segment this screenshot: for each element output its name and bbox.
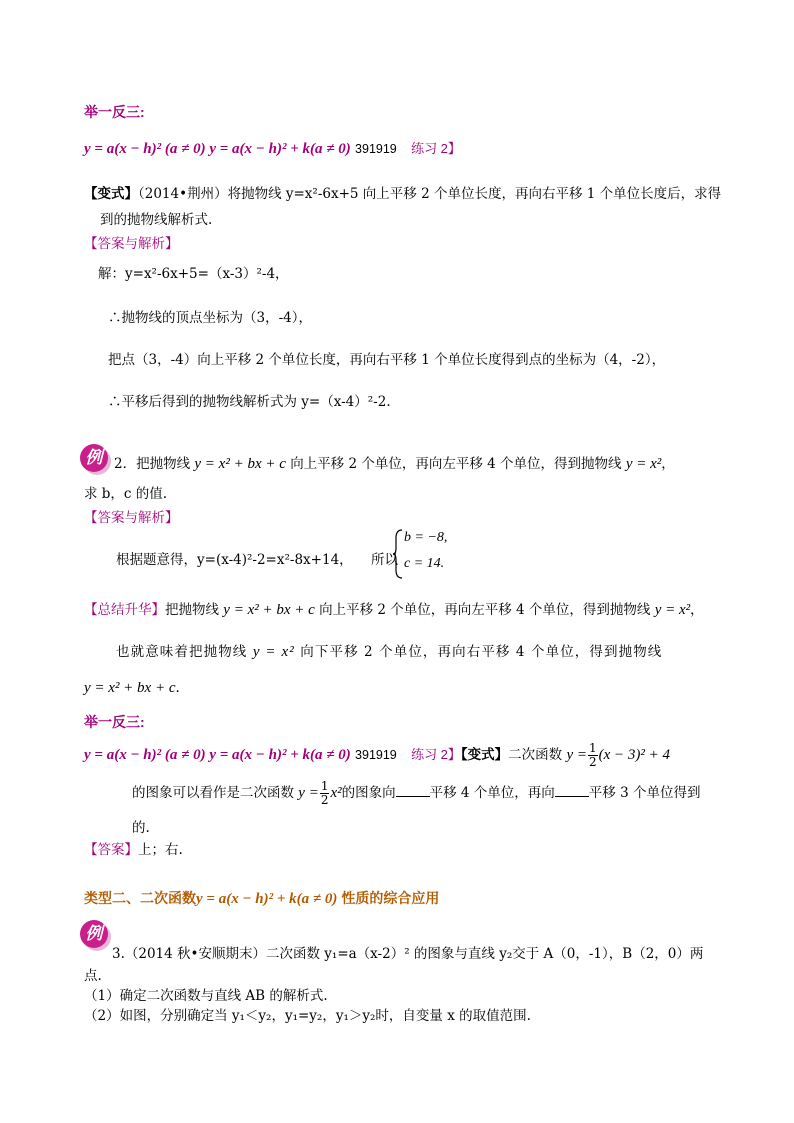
equation: y = x² + bx + c: [84, 680, 176, 696]
example-line-2: 点.: [84, 968, 102, 984]
text: 的图象可以看作是二次函数: [132, 785, 294, 801]
solution-line-3: 把点（3，-4）向上平移 2 个单位长度，再向右平移 1 个单位长度得到点的坐标为（4，-2），: [108, 352, 666, 368]
brace: [392, 528, 404, 580]
variant-line-1: [84, 182, 721, 202]
fraction: [320, 780, 330, 807]
question-1: （1）确定二次函数与直线 AB 的解析式.: [84, 988, 328, 1004]
type-heading: [84, 888, 439, 908]
answer-text: 上；右.: [138, 842, 183, 858]
text: 类型二、二次函数: [84, 890, 196, 906]
solution-line-2: ∴抛物线的顶点坐标为（3，-4），: [108, 310, 312, 326]
fraction-denominator: 2: [320, 793, 329, 807]
equation: y =: [566, 747, 587, 763]
equation: y = x² + bx + c: [223, 602, 315, 618]
practice-link[interactable]: 练习 2】: [411, 747, 461, 762]
solution-line-1: 解：y=x²-6x+5=（x-3）²-4，: [98, 266, 289, 282]
text: .: [175, 680, 180, 696]
summary-tag: 【总结升华】: [84, 602, 165, 618]
solution-line: [116, 548, 398, 568]
equation: y = x²: [654, 602, 691, 618]
answer-tag: 【答案与解析】: [84, 510, 179, 526]
variant-tag: 【变式】: [460, 747, 509, 763]
text: ，: [661, 456, 675, 472]
fraction: [588, 742, 598, 769]
formula-line: [84, 742, 670, 769]
variant-text: （2014•荆州）将抛物线 y=x²-6x+5 向上平移 2 个单位长度，再向右平移 1 个单位长度后，求得: [138, 186, 722, 202]
fraction-denominator: 2: [588, 755, 597, 769]
text: 二次函数: [508, 747, 563, 763]
b-value: b = −8,: [404, 530, 448, 545]
answer-tag: 【答案与解析】: [84, 236, 179, 252]
variant-tag: 【变式】: [84, 186, 138, 202]
example-line-2: 求 b，c 的值.: [84, 486, 168, 502]
equation: x²: [330, 785, 342, 801]
formula-line: [84, 138, 461, 158]
section-heading: 举一反三:: [84, 104, 145, 120]
equation: (x − 3)² + 4: [598, 747, 671, 763]
code-label: 391919: [355, 748, 397, 762]
practice-link[interactable]: 练习 2】: [411, 141, 461, 156]
equation: y = x²: [252, 644, 295, 660]
fraction-numerator: 1: [588, 741, 597, 755]
text: 向上平移 2 个单位，再向左平移 4 个单位，得到抛物线: [290, 456, 622, 472]
formula: y = a(x − h)² + k(a ≠ 0): [196, 891, 338, 907]
summary-line-1: [84, 598, 704, 619]
fill-blank[interactable]: [555, 784, 589, 797]
text: ，: [690, 602, 704, 618]
code-label: 391919: [355, 142, 397, 156]
equation: y =: [298, 785, 319, 801]
text: 把抛物线: [165, 602, 219, 618]
text: 根据题意得，y=(x-4)²-2=x²-8x+14，: [116, 552, 353, 568]
text: 平移 4 个单位，再向: [429, 785, 555, 801]
example-badge: 例: [80, 444, 108, 472]
text: 向上平移 2 个单位，再向左平移 4 个单位，得到抛物线: [319, 602, 651, 618]
answer-line: [84, 838, 183, 858]
text: 也就意味着把抛物线: [116, 644, 248, 660]
text: 2．把抛物线: [114, 456, 191, 472]
summary-line-3: [84, 680, 180, 697]
equation: y = x² + bx + c: [194, 456, 286, 472]
answer-tag: 【答案】: [84, 842, 138, 858]
example-badge: 例: [80, 920, 108, 948]
solution-line-4: ∴平移后得到的抛物线解析式为 y=（x-4）²-2.: [108, 394, 391, 410]
question-2: （2）如图，分别确定当 y₁＜y₂，y₁=y₂，y₁＞y₂时，自变量 x 的取值范围.: [84, 1008, 531, 1024]
variant-line-2: 到的抛物线解析式.: [100, 212, 213, 228]
fraction-numerator: 1: [320, 779, 329, 793]
section-heading: 举一反三:: [84, 714, 145, 730]
equation: y = x²: [625, 456, 662, 472]
c-value: c = 14.: [404, 556, 445, 571]
summary-line-2: [116, 640, 662, 661]
formula: y = a(x − h)² (a ≠ 0) y = a(x − h)² + k(a ≠ 0): [84, 747, 351, 763]
formula: y = a(x − h)² (a ≠ 0) y = a(x − h)² + k(a ≠ 0): [84, 141, 351, 157]
text: 的图象向: [341, 785, 396, 801]
text: 向下平移 2 个单位，再向右平移 4 个单位，得到抛物线: [300, 644, 663, 660]
text: 所以: [370, 552, 398, 568]
example-line-1: 3.（2014 秋•安顺期末）二次函数 y₁=a（x-2）² 的图象与直线 y₂交于 A（0，-1），B（2，0）两: [112, 946, 704, 962]
variant-line-2: [132, 780, 700, 807]
text: 性质的综合应用: [341, 890, 440, 906]
fill-blank[interactable]: [396, 784, 430, 797]
example-line-1: [114, 452, 675, 473]
text: 平移 3 个单位得到: [588, 785, 701, 801]
variant-line-3: 的.: [132, 820, 150, 836]
